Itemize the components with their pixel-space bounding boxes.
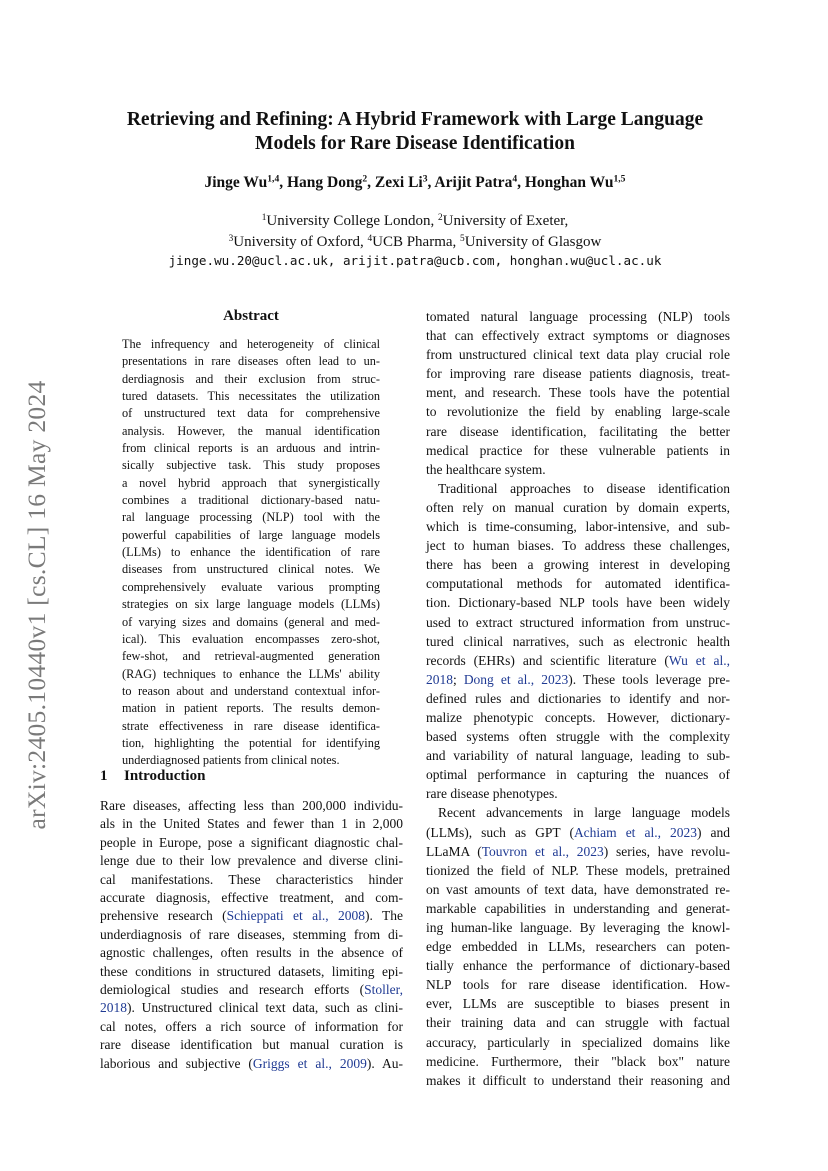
text-line: [426, 1052, 730, 1071]
abstract-line: combines a traditional dictionary-based natu-: [122, 493, 380, 508]
text-run: rare disease identification, facilitating the better: [426, 423, 730, 439]
text-run: prehensive research (: [100, 908, 227, 924]
author-affiliation-marker: 3: [422, 173, 428, 185]
text-line: [426, 1071, 730, 1090]
text-run: ). Unstructured clinical text data, such as clini-: [127, 1000, 403, 1016]
author: [525, 174, 626, 191]
text-run: that can effectively extract symptoms or diagnoses: [426, 328, 730, 344]
text-run: to revolutionize the field by enabling large-scale: [426, 404, 730, 420]
author-affiliation-marker: 1,4: [267, 173, 280, 185]
text-run: optimal performance in capturing the nuances of: [426, 767, 730, 783]
text-run: medical practice for these vulnerable patients in: [426, 442, 730, 458]
text-run: ;: [453, 671, 464, 687]
author-name: Honghan Wu: [524, 174, 614, 191]
text-line: [426, 746, 730, 765]
abstract-line: tured datasets. This necessitates the utilization: [122, 389, 380, 404]
citation-link: Achiam et al., 2023: [573, 824, 697, 840]
text-line: [426, 765, 730, 784]
text-line: [426, 975, 730, 994]
text-run: LLaMA (: [426, 843, 482, 859]
affiliation-line: [100, 211, 730, 232]
text-run: ing human-like language. By leveraging the knowl-: [426, 920, 730, 935]
text-line: [100, 1055, 403, 1073]
abstract-line: (LLMs) to enhance the identification of rare: [122, 545, 380, 560]
abstract-body: [122, 336, 380, 770]
author-name: Arijit Patra: [434, 174, 513, 191]
text-line: [426, 517, 730, 536]
text-run: Rare diseases, affecting less than 200,000 individu-: [100, 798, 403, 813]
author-separator: ,: [367, 174, 375, 191]
text-line: [426, 670, 730, 689]
text-line: [426, 441, 730, 460]
text-run: ject to human biases. To address these challenges,: [426, 538, 730, 554]
affiliation-name: University College London,: [266, 213, 439, 229]
text-run: malize phenotypic concepts. However, dictionary-: [426, 709, 730, 725]
text-line: [426, 956, 730, 975]
abstract-line: to reason about and understand contextual infor-: [122, 683, 380, 698]
text-line: [426, 364, 730, 383]
affiliation-marker: 4: [367, 233, 373, 244]
text-line: [100, 981, 403, 999]
text-line: [100, 889, 403, 907]
text-line: [426, 651, 730, 670]
author-emails: jinge.wu.20@ucl.ac.uk, arijit.patra@ucb.com, honghan.wu@ucl.ac.uk: [168, 253, 662, 268]
text-run: defined rules and dictionaries to identify and nor-: [426, 690, 730, 706]
text-run: markable capabilities in understanding and generat-: [426, 900, 730, 916]
affiliations: [100, 211, 730, 253]
affiliation-marker: 1: [261, 212, 267, 223]
author-separator: ,: [517, 174, 525, 191]
arxiv-stamp: [20, 355, 54, 855]
text-run: medicine. Furthermore, their "black box" nature: [426, 1053, 730, 1069]
text-line: [426, 383, 730, 402]
text-run: tion. Dictionary-based NLP tools have been widely: [426, 595, 730, 611]
abstract-line: sically subjective task. This study proposes: [122, 458, 380, 473]
text-run: tured clinical narratives, such as electronic health: [426, 633, 730, 649]
citation-link: 2018: [100, 1000, 127, 1016]
text-line: [426, 899, 730, 918]
text-line: [426, 727, 730, 746]
affiliation-name: UCB Pharma,: [372, 234, 461, 250]
affiliation-name: University of Oxford,: [233, 234, 368, 250]
text-run: which is time-consuming, labor-intensive, and sub-: [426, 519, 730, 535]
text-run: based systems often struggle with the complexity: [426, 729, 730, 745]
abstract-line: underdiagnosed patients from clinical notes.: [122, 753, 340, 768]
abstract-line: derdiagnosis and their exclusion from struc-: [122, 371, 380, 386]
author-list: [100, 173, 730, 193]
abstract-line: presentations in rare diseases often lead to un-: [122, 354, 380, 369]
text-run: ). Au-: [366, 1055, 403, 1071]
left-column-body: [100, 797, 403, 1073]
text-run: underdiagnosis of rare diseases, stemming from di-: [100, 926, 403, 942]
text-run: NLP tools for rare disease identification. How-: [426, 977, 730, 993]
abstract-line: The infrequency and heterogeneity of clinical: [122, 337, 380, 351]
text-run: tially enhance the performance of dictionary-based: [426, 958, 730, 974]
text-run: ) and: [696, 824, 730, 840]
text-run: records (EHRs) and scientific literature (: [426, 652, 669, 668]
text-line: [426, 574, 730, 593]
abstract-line: of varying sizes and domains (general and med-: [122, 614, 380, 629]
text-line: [100, 963, 403, 981]
text-line: [426, 422, 730, 441]
title-line: Models for Rare Disease Identification: [255, 133, 575, 154]
text-run: the healthcare system.: [426, 461, 546, 477]
text-line: [100, 944, 403, 962]
text-line: [426, 823, 730, 842]
text-line: [100, 999, 403, 1017]
affiliation-name: University of Exeter,: [442, 213, 569, 229]
text-run: used to extract structured information from unstruc-: [426, 614, 730, 630]
abstract-line: ral language processing (NLP) tool with the: [122, 510, 380, 525]
text-run: these conditions in structured datasets, limiting epi-: [100, 963, 403, 979]
text-line: [426, 613, 730, 632]
abstract-line: analysis. However, the manual identification: [122, 423, 380, 438]
text-line: [426, 689, 730, 708]
text-run: ). These tools leverage pre-: [568, 671, 730, 687]
abstract-line: powerful capabilities of large language models: [122, 527, 380, 542]
text-run: demiological studies and research efforts (: [100, 982, 365, 998]
text-line: [426, 842, 730, 861]
text-run: on vast amounts of text data, have demonstrated re-: [426, 881, 730, 897]
text-run: there has been a growing interest in developing: [426, 557, 730, 573]
text-run: rare disease identification but manual curation is: [100, 1037, 403, 1053]
text-line: [426, 632, 730, 651]
citation-link: Schieppati et al., 2008: [226, 908, 365, 924]
text-line: [426, 994, 730, 1013]
citation-link: Griggs et al., 2009: [252, 1055, 367, 1071]
title-line: Retrieving and Refining: A Hybrid Framework with Large Language: [126, 109, 704, 130]
text-line: [100, 871, 403, 889]
citation-link: Dong et al., 2023: [463, 671, 569, 687]
text-line: [100, 926, 403, 944]
author-name: Jinge Wu: [204, 174, 268, 191]
text-run: rare disease phenotypes.: [426, 786, 558, 802]
text-run: often rely on manual curation by domain experts,: [426, 499, 730, 515]
abstract-line: comprehensively evaluate various prompting: [122, 579, 380, 594]
author: [375, 174, 428, 191]
author-affiliation-marker: 1,5: [613, 173, 626, 185]
text-run: edge embedded in LLMs, researchers can poten-: [426, 939, 730, 955]
author-name: Zexi Li: [374, 174, 423, 191]
text-line: [426, 1013, 730, 1032]
text-run: tionized the field of NLP. These models, pretrained: [426, 862, 730, 878]
abstract-heading: Abstract: [223, 308, 279, 324]
section-heading-introduction: [100, 766, 205, 786]
text-line: [426, 326, 730, 345]
text-line: [426, 880, 730, 899]
text-line: [426, 708, 730, 727]
text-run: agnostic challenges, often results in the absence of: [100, 945, 403, 961]
arxiv-stamp-text: arXiv:2405.10440v1 [cs.CL] 16 May 2024: [22, 380, 51, 830]
author: [205, 174, 280, 191]
affiliation-marker: 5: [460, 233, 465, 244]
abstract-line: from clinical reports is an arduous and intrin-: [122, 441, 380, 456]
text-run: lenge due to their low prevalence and diverse clini-: [100, 853, 403, 869]
author-affiliation-marker: 2: [362, 173, 368, 185]
section-title: Introduction: [124, 768, 206, 784]
paper-title: [100, 108, 730, 156]
text-line: [426, 345, 730, 364]
text-line: [426, 1033, 730, 1052]
text-run: Traditional approaches to disease identification: [438, 480, 730, 496]
text-line: [426, 479, 730, 498]
abstract-line: diseases from unstructured clinical notes. We: [122, 562, 380, 577]
text-line: [426, 803, 730, 822]
text-line: [426, 918, 730, 937]
text-run: ever, LLMs are susceptible to biases present in: [426, 996, 730, 1012]
text-run: laborious and subjective (: [100, 1055, 253, 1071]
abstract-line: a novel hybrid approach that synergistically: [122, 475, 380, 490]
text-run: als in the United States and fewer than 1 in 2,000: [100, 816, 403, 832]
affiliation-marker: 2: [438, 212, 443, 223]
author: [434, 174, 517, 191]
text-run: ). The: [365, 908, 403, 924]
text-line: [426, 593, 730, 612]
abstract-line: (RAG) techniques to enhance the LLMs' ability: [122, 666, 380, 681]
text-line: [426, 937, 730, 956]
text-run: cal manifestations. These characteristics hinder: [100, 871, 403, 887]
text-line: [426, 536, 730, 555]
text-line: [426, 861, 730, 880]
affiliation-marker: 3: [228, 233, 234, 244]
text-run: their training data and can struggle with factual: [426, 1015, 730, 1031]
text-line: [100, 852, 403, 870]
abstract-line: tion, highlighting the potential for identifying: [122, 735, 380, 750]
text-line: [426, 402, 730, 421]
text-run: accurate diagnosis, effective treatment, and com-: [100, 890, 403, 906]
citation-link: 2018: [426, 671, 453, 687]
abstract-line: mation in patient reports. The results demon-: [122, 701, 380, 716]
text-line: [100, 1018, 403, 1036]
abstract-line: few-shot, and retrieval-augmented generation: [122, 649, 380, 664]
abstract-line: strategies on six large language models (LLMs): [122, 597, 380, 612]
abstract-line: ical). This evaluation encompasses zero-shot,: [122, 631, 380, 646]
text-run: ) series, have revolu-: [603, 843, 730, 859]
text-run: from unstructured clinical text data play crucial role: [426, 347, 730, 363]
text-run: for improving rare disease patients diagnosis, treat-: [426, 366, 730, 382]
text-run: Recent advancements in large language models: [438, 805, 730, 821]
citation-link: Touvron et al., 2023: [481, 843, 604, 859]
text-line: [100, 815, 403, 833]
affiliation-name: University of Glasgow: [464, 234, 602, 250]
text-line: [100, 797, 403, 815]
abstract-line: of unstructured text data for comprehensive: [122, 406, 380, 421]
text-line: [426, 307, 730, 326]
text-line: [100, 1036, 403, 1054]
text-line: [426, 460, 730, 479]
author: [287, 174, 367, 191]
text-run: and variability of natural language, leading to sub-: [426, 748, 730, 764]
text-run: cal notes, offers a rich source of information for: [100, 1018, 403, 1034]
text-line: [426, 555, 730, 574]
author-separator: ,: [279, 174, 287, 191]
author-affiliation-marker: 4: [512, 173, 518, 185]
abstract-line: strate effectiveness in rare disease identifica-: [122, 718, 380, 733]
text-run: tomated natural language processing (NLP) tools: [426, 309, 730, 324]
text-run: ment, and research. These tools have the potential: [426, 385, 730, 401]
citation-link: Stoller,: [364, 982, 403, 998]
text-run: people in Europe, pose a significant diagnostic chal-: [100, 834, 403, 850]
section-number: 1: [100, 768, 108, 784]
author-name: Hang Dong: [287, 174, 363, 191]
text-line: [100, 907, 403, 925]
right-column-body: [426, 307, 730, 1090]
text-run: makes it difficult to understand their reasoning and: [426, 1072, 730, 1088]
text-run: computational methods for automated identifica-: [426, 576, 730, 592]
citation-link: Wu et al.,: [668, 652, 730, 668]
author-separator: ,: [427, 174, 435, 191]
text-line: [100, 834, 403, 852]
text-run: accuracy, particularly in specialized domains like: [426, 1034, 730, 1050]
text-run: (LLMs), such as GPT (: [426, 824, 574, 840]
affiliation-line: [100, 232, 730, 253]
text-line: [426, 784, 730, 803]
text-line: [426, 498, 730, 517]
